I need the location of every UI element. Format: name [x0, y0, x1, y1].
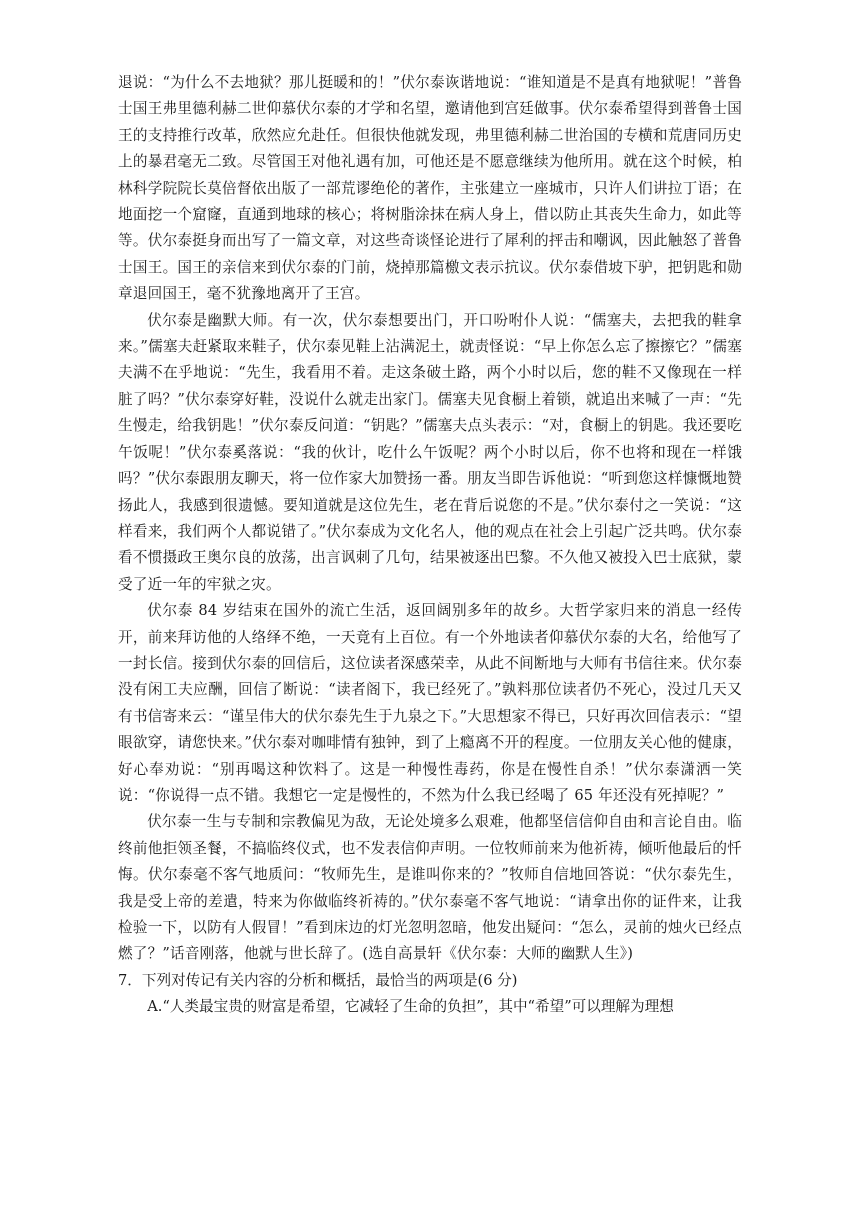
passage-paragraph-4: 伏尔泰一生与专制和宗教偏见为敌，无论处境多么艰难，他都坚信信仰自由和言论自由。临终前他拒领圣餐，不搞临终仪式，也不发表信仰声明。一位牧师前来为他祈祷，倾听他最后的忏悔。伏尔泰毫不客气地质问：“牧师先生，是谁叫你来的？”牧师自信地回答说：“伏尔泰先生，我是受上帝的差遣，特来为你做临终祈祷的。”伏尔泰毫不客气地说：“请拿出你的证件来，让我检验一下，以防有人假冒！”看到床边的灯光忽明忽暗，他发出疑问：“怎么，灵前的烛火已经点燃了？”话音刚落，他就与世长辞了。(选自高景轩《伏尔泰：大师的幽默人生》) [118, 813, 742, 963]
passage-paragraph-3: 伏尔泰 84 岁结束在国外的流亡生活，返回阔别多年的故乡。大哲学家归来的消息一经传开，前来拜访他的人络绎不绝，一天竟有上百位。有一个外地读者仰慕伏尔泰的大名，给他写了一封长信。接到伏尔泰的回信后，这位读者深感荣幸，从此不间断地与大师有书信往来。伏尔泰没有闲工夫应酬，回信了断说：“读者阁下，我已经死了。”孰料那位读者仍不死心，没过几天又有书信寄来云：“谨呈伟大的伏尔泰先生于九泉之下。”大思想家不得已，只好再次回信表示：“望眼欲穿，请您快来。”伏尔泰对咖啡情有独钟，到了上瘾离不开的程度。一位朋友关心他的健康，好心奉劝说：“别再喝这种饮料了。这是一种慢性毒药，你是在慢性自杀！”伏尔泰潇洒一笑说：“你说得一点不错。我想它一定是慢性的，不然为什么我已经喝了 65 年还没有死掉呢？” [118, 602, 742, 804]
passage-paragraph-1: 退说：“为什么不去地狱？那儿挺暖和的！”伏尔泰诙谐地说：“谁知道是不是真有地狱呢！”普鲁士国王弗里德利赫二世仰慕伏尔泰的才学和名望，邀请他到宫廷做事。伏尔泰希望得到普鲁士国王的支持推行改革，欣然应允赴任。但很快他就发现，弗里德利赫二世治国的专横和荒唐同历史上的暴君毫无二致。尽管国王对他礼遇有加，可他还是不愿意继续为他所用。就在这个时候，柏林科学院院长莫倍督依出版了一部荒谬绝伦的著作，主张建立一座城市，只许人们讲拉丁语；在地面挖一个窟窿，直通到地球的核心；将树脂涂抹在病人身上，借以防止其丧失生命力，如此等等。伏尔泰挺身而出写了一篇文章，对这些奇谈怪论进行了犀利的抨击和嘲讽，因此触怒了普鲁士国王。国王的亲信来到伏尔泰的门前，烧掉那篇檄文表示抗议。伏尔泰借坡下驴，把钥匙和勋章退回国王，毫不犹豫地离开了王宫。 [118, 74, 742, 303]
question-7-option-a: A.“人类最宝贵的财富是希望，它减轻了生命的负担”，其中“希望”可以理解为理想 [147, 998, 674, 1016]
passage-paragraph-2: 伏尔泰是幽默大师。有一次，伏尔泰想要出门，开口吩咐仆人说：“儒塞夫，去把我的鞋拿来。”儒塞夫赶紧取来鞋子，伏尔泰见鞋上沾满泥土，就责怪说：“早上你怎么忘了擦擦它？”儒塞夫满不在乎地说：“先生，我看用不着。走这条破土路，两个小时以后，您的鞋不又像现在一样脏了吗？”伏尔泰穿好鞋，没说什么就走出家门。儒塞夫见食橱上着锁，就追出来喊了一声：“先生慢走，给我钥匙！”伏尔泰反问道：“钥匙？”儒塞夫点头表示：“对，食橱上的钥匙。我还要吃午饭呢！”伏尔泰奚落说：“我的伙计，吃什么午饭呢？两个小时以后，你不也将和现在一样饿吗？”伏尔泰跟朋友聊天，将一位作家大加赞扬一番。朋友当即告诉他说：“听到您这样慷慨地赞扬此人，我感到很遗憾。要知道就是这位先生，老在背后说您的不是。”伏尔泰付之一笑说：“这样看来，我们两个人都说错了。”伏尔泰成为文化名人，他的观点在社会上引起广泛共鸣。伏尔泰看不惯摄政王奥尔良的放荡，出言讽刺了几句，结果被逐出巴黎。不久他又被投入巴士底狱，蒙受了近一年的牢狱之灾。 [118, 311, 742, 593]
question-7-stem: 7．下列对传记有关内容的分析和概括，最恰当的两项是(6 分) [118, 971, 518, 989]
